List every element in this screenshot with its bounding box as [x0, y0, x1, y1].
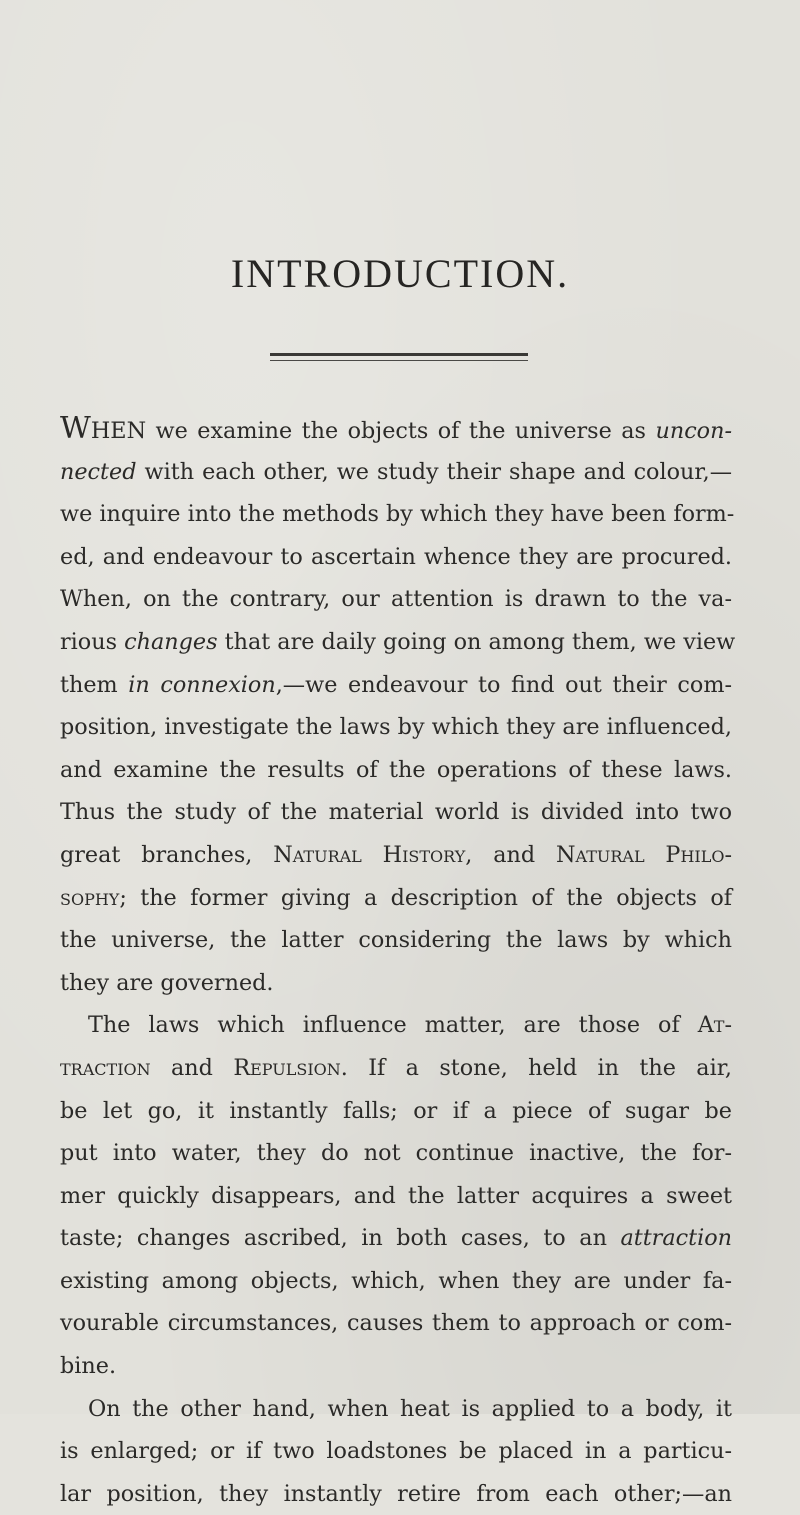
body-text [60, 408, 736, 1515]
text-line: they are governed. [60, 969, 274, 996]
text-line: them in connexion,—we endeavour to find out their com- [60, 671, 732, 698]
text-line: we inquire into the methods by which they have been form- [60, 501, 735, 528]
text-line: and examine the results of the operations of these laws. [60, 756, 732, 783]
text-line: sophy; the former giving a description of the objects of [60, 884, 732, 911]
text-line: traction and Repulsion. If a stone, held in the air, [60, 1054, 732, 1081]
text-line: be let go, it instantly falls; or if a piece of sugar be [60, 1097, 732, 1124]
drop-cap: W [60, 411, 91, 446]
title-rule [270, 353, 528, 356]
text-line: existing among objects, which, when they are under fa- [60, 1267, 732, 1294]
text-line: When, on the contrary, our attention is drawn to the va- [60, 586, 732, 613]
text-line: bine. [60, 1353, 117, 1380]
text-line: The laws which influence matter, are those of At- [88, 1012, 732, 1039]
text-line: mer quickly disappears, and the latter acquires a sweet [60, 1182, 732, 1209]
text-line: great branches, Natural History, and Natural Philo- [60, 841, 732, 868]
text-line: lar position, they instantly retire from each other;—an [60, 1480, 732, 1507]
text-line: the universe, the latter considering the laws by which [60, 927, 732, 954]
text-line: ed, and endeavour to ascertain whence they are procured. [60, 543, 732, 570]
text-line: On the other hand, when heat is applied to a body, it [88, 1395, 732, 1422]
text-line: taste; changes ascribed, in both cases, to an attraction [60, 1225, 732, 1252]
page-title: INTRODUCTION. [230, 251, 570, 296]
text-line: is enlarged; or if two loadstones be placed in a particu- [60, 1438, 732, 1465]
text-line: vourable circumstances, causes them to approach or com- [60, 1310, 732, 1337]
text-line: position, investigate the laws by which they are influenced, [60, 714, 732, 741]
text-line: WHEN we examine the objects of the universe as uncon- [60, 411, 732, 446]
text-line: Thus the study of the material world is divided into two [60, 799, 732, 826]
text-line: put into water, they do not continue inactive, the for- [60, 1140, 732, 1167]
text-line: rious changes that are daily going on among them, we view [60, 628, 736, 655]
text-line: nected with each other, we study their shape and colour,— [60, 458, 732, 485]
